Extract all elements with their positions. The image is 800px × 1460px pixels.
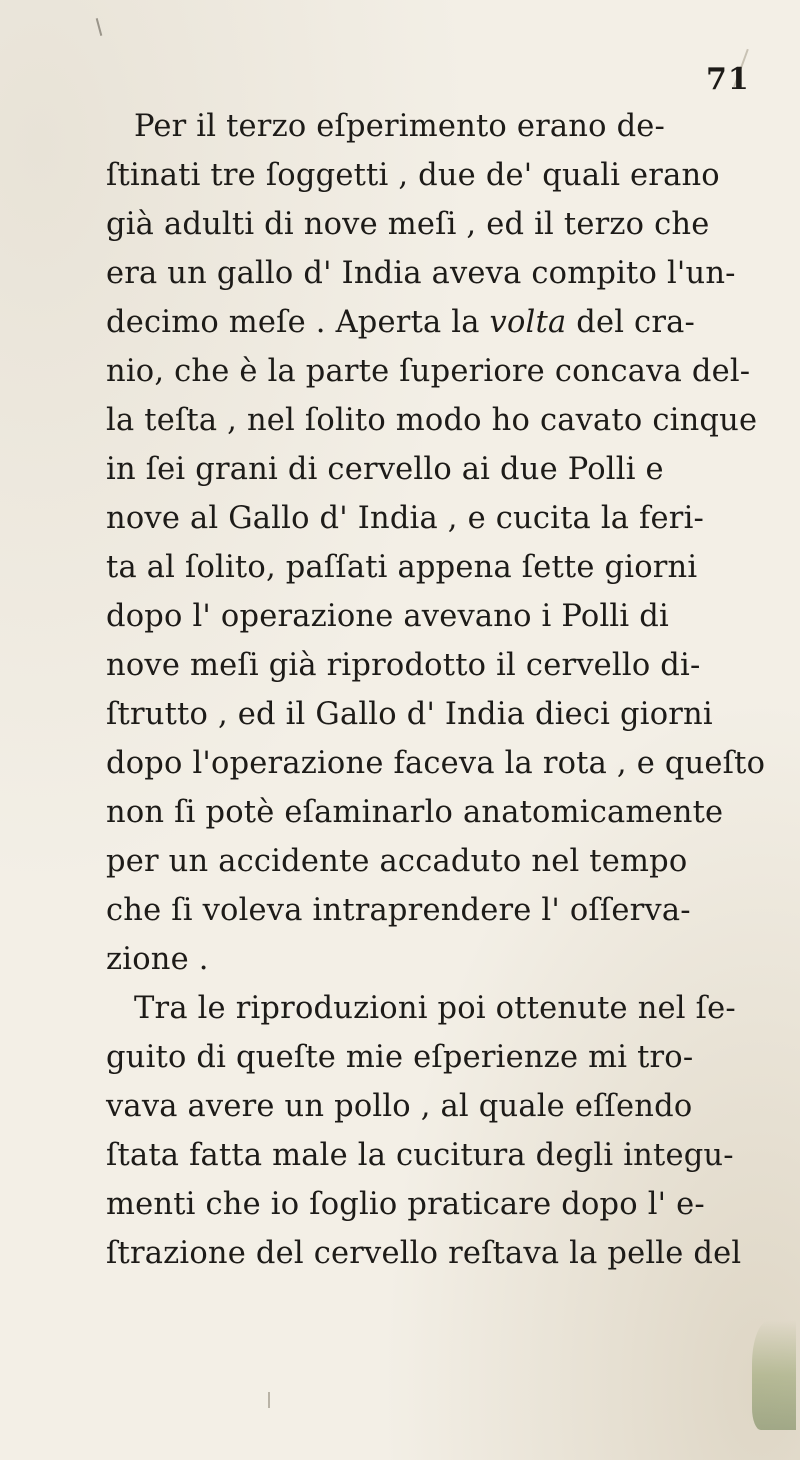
text-line: era un gallo d' India aveva compito l'un-: [106, 256, 736, 291]
text-line: non ſi potè eſaminarlo anatomicamente: [106, 795, 724, 830]
text-line: in ſei grani di cervello ai due Polli e: [106, 452, 664, 487]
text-line: ſtrutto , ed il Gallo d' India dieci giorni: [106, 697, 713, 732]
text-line: già adulti di nove meſi , ed il terzo che: [106, 207, 710, 242]
text-line: dopo l'operazione faceva la rota , e queſto: [106, 746, 766, 781]
ink-speck: [96, 18, 103, 36]
text-line: che ſi voleva intraprendere l' oſſerva-: [106, 893, 691, 928]
text-line: menti che io ſoglio praticare dopo l' e-: [106, 1187, 705, 1222]
ink-speck: [268, 1392, 270, 1408]
text-line: vava avere un pollo , al quale eſſendo: [106, 1089, 693, 1124]
text-line: dopo l' operazione avevano i Polli di: [106, 599, 669, 634]
text-line: ta al ſolito, paſſati appena ſette giorni: [106, 550, 698, 585]
body-text: [106, 102, 786, 1278]
text-line: ſtinati tre ſoggetti , due de' quali erano: [106, 158, 720, 193]
text-run: del cra-: [566, 305, 696, 340]
text-line: nove meſi già riprodotto il cervello di-: [106, 648, 701, 683]
text-line: guito di queſte mie eſperienze mi tro-: [106, 1040, 694, 1075]
text-line: zione .: [106, 942, 209, 977]
text-run: decimo meſe . Aperta la: [106, 305, 490, 340]
text-line: per un accidente accaduto nel tempo: [106, 844, 688, 879]
text-line: ſtata fatta male la cucitura degli integu-: [106, 1138, 734, 1173]
page-number: 71: [706, 62, 750, 97]
text-line: Per il terzo eſperimento erano de-: [134, 109, 666, 144]
text-line: la teſta , nel ſolito modo ho cavato cinque: [106, 403, 758, 438]
text-line: nio, che è la parte ſuperiore concava del-: [106, 354, 751, 389]
text-line: [106, 298, 786, 347]
page-stain: [752, 1320, 796, 1430]
text-line: ſtrazione del cervello reſtava la pelle del: [106, 1236, 742, 1271]
text-line: nove al Gallo d' India , e cucita la feri-: [106, 501, 705, 536]
text-line: Tra le riproduzioni poi ottenute nel ſe-: [134, 991, 736, 1026]
italic-term: volta: [489, 305, 567, 340]
